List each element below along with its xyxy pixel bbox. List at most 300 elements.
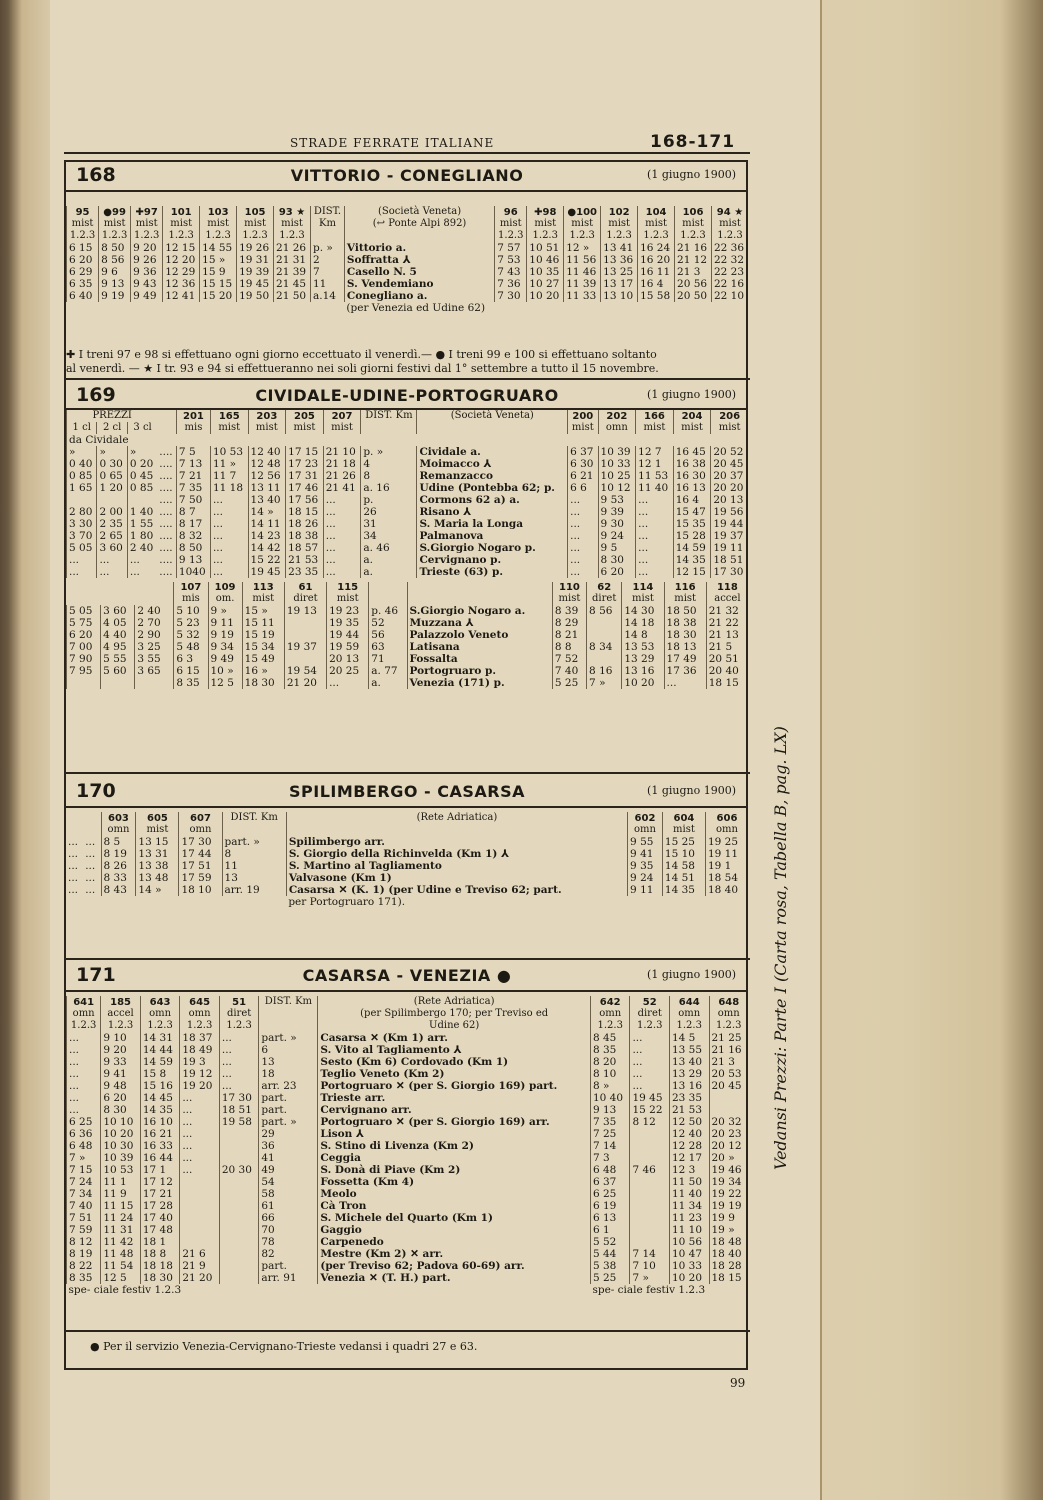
station-name: Cervignano arr. [318, 1104, 591, 1116]
price-cell: 0 45 [127, 470, 157, 482]
time-cell: ... [630, 1056, 670, 1068]
time-cell: 18 30 [140, 1272, 180, 1284]
time-cell: 9 33 [101, 1056, 141, 1068]
table-row [67, 677, 749, 689]
station-name: Valvasone (Km 1) [286, 872, 627, 884]
company-label: (Rete Adriatica) [286, 812, 627, 824]
station-name: Risano ⅄ [417, 506, 568, 518]
time-cell: 14 35 [662, 884, 705, 896]
time-cell: 9 53 [598, 494, 636, 506]
km-cell: 7 [310, 266, 344, 278]
train-number: 101 [163, 206, 200, 218]
time-cell: 11 » [210, 458, 248, 470]
time-cell: 19 37 [711, 530, 748, 542]
time-cell: ... [219, 1068, 259, 1080]
time-cell: 12 5 [208, 677, 242, 689]
train-number: 606 [705, 812, 748, 824]
station-name: Cormons 62 a) a. [417, 494, 568, 506]
rule-168 [64, 378, 750, 380]
table-row [67, 266, 749, 278]
time-cell: 14 35 [140, 1104, 180, 1116]
time-cell [587, 653, 622, 665]
time-cell: 20 45 [711, 458, 748, 470]
time-cell: 15 19 [242, 629, 284, 641]
time-cell: 10 20 [527, 290, 564, 302]
train-number: ●99 [99, 206, 131, 218]
leader: ... [85, 872, 96, 884]
time-cell: 9 55 [628, 836, 663, 848]
time-cell: 19 54 [284, 665, 326, 677]
spacer [259, 1284, 318, 1296]
time-cell: ... [180, 1164, 220, 1176]
time-cell: 12 41 [163, 290, 200, 302]
km-cell: a. [361, 566, 417, 578]
time-cell: 9 39 [598, 506, 636, 518]
time-cell: 7 50 [176, 494, 210, 506]
time-cell: 5 25 [590, 1272, 630, 1284]
table-row [67, 665, 749, 677]
time-cell: ... [67, 1044, 101, 1056]
leader: .... [159, 566, 173, 578]
time-cell: 6 36 [67, 1128, 101, 1140]
time-cell: 18 37 [180, 1032, 220, 1044]
spacer [310, 230, 344, 242]
time-cell: 15 8 [140, 1068, 180, 1080]
train-kind: omn [705, 824, 748, 836]
train-number: 648 [709, 996, 748, 1008]
time-cell: 16 24 [638, 242, 675, 254]
time-cell [284, 653, 326, 665]
company-label: (Rete Adriatica) [318, 996, 591, 1008]
time-cell [630, 1128, 670, 1140]
time-cell: 12 5 [101, 1272, 141, 1284]
time-cell: 18 10 [179, 884, 222, 896]
time-cell: 15 » [242, 605, 284, 617]
train-class: 1.2.3 [200, 230, 237, 242]
train-number: 104 [638, 206, 675, 218]
route-note: (↩ Ponte Alpi 892) [344, 218, 494, 230]
time-cell: 21 25 [709, 1032, 748, 1044]
km-cell: arr. 19 [222, 884, 286, 896]
train-number: 107 [174, 582, 208, 593]
time-cell: 11 23 [669, 1212, 709, 1224]
time-cell: 18 28 [709, 1260, 748, 1272]
time-cell: 17 40 [140, 1212, 180, 1224]
price-cell: 2 00 [97, 506, 127, 518]
time-cell: 10 10 [101, 1116, 141, 1128]
table-row [67, 1056, 749, 1068]
time-cell: 6 30 [568, 458, 598, 470]
price-cell: 5 75 [67, 617, 101, 629]
train-number: 204 [673, 410, 711, 422]
time-cell: 13 15 [136, 836, 179, 848]
time-cell: 21 16 [675, 242, 712, 254]
time-cell: ... [636, 518, 674, 530]
time-cell: 15 47 [673, 506, 711, 518]
time-cell: 7 43 [495, 266, 527, 278]
origin-label: da Cividale [67, 434, 158, 446]
time-cell: 15 35 [673, 518, 711, 530]
train-class: 1.2.3 [711, 230, 748, 242]
time-cell: 12 50 [669, 1116, 709, 1128]
time-cell: 8 5 [101, 836, 136, 848]
time-cell: ... [323, 494, 361, 506]
time-cell: 12 56 [248, 470, 286, 482]
time-cell [630, 1188, 670, 1200]
time-cell: 21 50 [274, 290, 311, 302]
time-cell: 19 26 [237, 242, 274, 254]
time-cell: 20 23 [709, 1128, 748, 1140]
spacer [369, 593, 407, 605]
time-cell: 12 3 [669, 1164, 709, 1176]
time-cell: 20 12 [709, 1140, 748, 1152]
station-name: Fossalta [407, 653, 552, 665]
station-name: (per Treviso 62; Padova 60-69) arr. [318, 1260, 591, 1272]
train-class: 1.2.3 [67, 1020, 101, 1032]
time-cell: 20 45 [709, 1080, 748, 1092]
time-cell: 11 42 [101, 1236, 141, 1248]
time-cell: 18 51 [711, 554, 748, 566]
time-cell: 7 15 [67, 1164, 101, 1176]
leader: .... [159, 554, 173, 566]
time-cell: 19 44 [327, 629, 369, 641]
time-cell: 18 48 [709, 1236, 748, 1248]
train-class: 1.2.3 [131, 230, 163, 242]
time-cell: 19 31 [237, 254, 274, 266]
leader: .... [159, 506, 173, 518]
train-number: 109 [208, 582, 242, 593]
train-number: 643 [140, 996, 180, 1008]
spacer [407, 582, 552, 593]
kind-row [67, 422, 749, 434]
time-cell: 7 21 [176, 470, 210, 482]
time-cell: 7 13 [176, 458, 210, 470]
time-cell: 19 12 [180, 1068, 220, 1080]
time-cell: 11 48 [101, 1248, 141, 1260]
station-name: Venezia (171) p. [407, 677, 552, 689]
km-cell: p. 46 [369, 605, 407, 617]
footnote-168-b: al venerdì. — ★ I tr. 93 e 94 si effettueranno nei soli giorni festivi dal 1° settembre a tutto il 15 novembre. [66, 362, 659, 375]
train-number: 110 [552, 582, 586, 593]
time-cell: 11 9 [101, 1188, 141, 1200]
train-number: 166 [636, 410, 674, 422]
station-name: Casello N. 5 [344, 266, 494, 278]
time-cell: 19 19 [709, 1200, 748, 1212]
train-kind: omn [598, 422, 636, 434]
price-cell: 2 40 [127, 542, 157, 554]
time-cell: 21 20 [284, 677, 326, 689]
time-cell: 10 53 [210, 446, 248, 458]
time-cell: 6 3 [174, 653, 208, 665]
price-cell: 3 55 [135, 653, 169, 665]
time-cell: 13 10 [601, 290, 638, 302]
price-cell: » [67, 446, 97, 458]
time-cell: 17 59 [179, 872, 222, 884]
time-cell: 9 49 [131, 290, 163, 302]
time-cell: 19 46 [709, 1164, 748, 1176]
time-cell: 8 16 [587, 665, 622, 677]
header-row [67, 582, 749, 593]
time-cell: 8 12 [67, 1236, 101, 1248]
header-rule [64, 152, 750, 154]
time-cell [630, 1140, 670, 1152]
time-cell: 11 1 [101, 1176, 141, 1188]
time-cell: 17 44 [179, 848, 222, 860]
price-cell: 7 90 [67, 653, 101, 665]
time-cell: 11 46 [564, 266, 601, 278]
km-cell: 11 [310, 278, 344, 290]
time-cell: 11 18 [210, 482, 248, 494]
time-cell: 7 » [67, 1152, 101, 1164]
train-class: 1.2.3 [140, 1020, 180, 1032]
time-cell: 18 38 [664, 617, 706, 629]
price-cell: 1 65 [67, 482, 97, 494]
time-cell: 17 23 [286, 458, 324, 470]
time-cell: ... [323, 554, 361, 566]
table-row [67, 1140, 749, 1152]
time-cell: 7 51 [67, 1212, 101, 1224]
time-cell: ... [180, 1092, 220, 1104]
time-cell: 19 39 [237, 266, 274, 278]
time-cell: 17 21 [140, 1188, 180, 1200]
time-cell: 14 59 [673, 542, 711, 554]
station-name: Moimacco ⅄ [417, 458, 568, 470]
price-cell [135, 677, 169, 689]
table-row [67, 1080, 749, 1092]
km-label: Km [310, 218, 344, 230]
table-row [67, 1236, 749, 1248]
table-row [66, 872, 748, 884]
time-cell: 10 46 [527, 254, 564, 266]
table-row [67, 653, 749, 665]
train-kind: mist [664, 593, 706, 605]
station-name: S.Giorgio Nogaro a. [407, 605, 552, 617]
table-row [66, 884, 748, 896]
time-cell: ... [210, 542, 248, 554]
train-kind: mist [67, 218, 99, 230]
time-cell: 10 20 [669, 1272, 709, 1284]
km-cell: p. » [361, 446, 417, 458]
time-cell: 6 20 [101, 1092, 141, 1104]
time-cell: ... [664, 677, 706, 689]
train-kind: mist [237, 218, 274, 230]
station-name: Palmanova [417, 530, 568, 542]
station-name: Venezia ✕ (T. H.) part. [318, 1272, 591, 1284]
time-cell: 18 8 [140, 1248, 180, 1260]
time-cell: 9 26 [131, 254, 163, 266]
time-cell: 19 34 [709, 1176, 748, 1188]
km-cell: p. » [310, 242, 344, 254]
time-cell: 8 32 [176, 530, 210, 542]
time-cell: 6 29 [67, 266, 99, 278]
train-kind: mist [675, 218, 712, 230]
time-cell: 13 36 [601, 254, 638, 266]
station-name: Portogruaro ✕ (per S. Giorgio 169) part. [318, 1080, 591, 1092]
time-cell: 21 5 [706, 641, 748, 653]
time-cell: 10 25 [598, 470, 636, 482]
time-cell: 18 51 [219, 1104, 259, 1116]
time-cell: ... [323, 566, 361, 578]
time-cell [180, 1188, 220, 1200]
price-cell: ... [97, 554, 127, 566]
time-cell: 13 16 [622, 665, 664, 677]
train-number: 96 [495, 206, 527, 218]
spacer [318, 1284, 591, 1296]
time-cell: 12 17 [669, 1152, 709, 1164]
spacer [66, 812, 101, 824]
time-cell: 8 19 [101, 848, 136, 860]
time-cell [219, 1224, 259, 1236]
time-cell: 19 1 [705, 860, 748, 872]
time-cell: 12 » [564, 242, 601, 254]
price-cell: 5 05 [67, 605, 101, 617]
leader: ... [68, 872, 79, 884]
time-cell: 19 45 [630, 1092, 670, 1104]
train-number: 116 [664, 582, 706, 593]
train-number: 115 [327, 582, 369, 593]
table-row [67, 1200, 749, 1212]
time-cell: 14 45 [140, 1092, 180, 1104]
spacer [417, 422, 568, 434]
spacer [369, 582, 407, 593]
time-cell: 21 13 [706, 629, 748, 641]
time-cell: 7 52 [552, 653, 586, 665]
time-cell: 9 43 [131, 278, 163, 290]
spacer [66, 896, 286, 908]
time-cell: 22 23 [711, 266, 748, 278]
time-cell: 18 40 [709, 1248, 748, 1260]
time-cell: 11 15 [101, 1200, 141, 1212]
train-number: 51 [219, 996, 259, 1008]
section-date: (1 giugno 1900) [647, 388, 736, 401]
time-cell: 16 13 [673, 482, 711, 494]
time-cell: 5 10 [174, 605, 208, 617]
time-cell: 18 54 [705, 872, 748, 884]
time-cell: 19 56 [711, 506, 748, 518]
time-cell: 16 4 [638, 278, 675, 290]
station-name: Udine (Pontebba 62; p. [417, 482, 568, 494]
time-cell: 12 28 [669, 1140, 709, 1152]
time-cell [219, 1212, 259, 1224]
price-cell: 3 70 [67, 530, 97, 542]
time-cell: ... [180, 1104, 220, 1116]
section-header [66, 962, 748, 992]
time-cell: 19 59 [327, 641, 369, 653]
table-row [67, 506, 749, 518]
footnote-168-a: ✚ I treni 97 e 98 si effettuano ogni giorno eccettuato il venerdì.— ● I treni 99 e 100 si effettuano soltanto [66, 348, 657, 361]
time-cell: 15 16 [140, 1080, 180, 1092]
spacer [66, 824, 101, 836]
time-cell: 13 31 [136, 848, 179, 860]
section-title: VITTORIO - CONEGLIANO [290, 166, 524, 185]
class-row [67, 230, 749, 242]
train-kind: omn [180, 1008, 220, 1020]
price-cell: ... [127, 554, 157, 566]
time-cell: 21 45 [274, 278, 311, 290]
note-row [67, 1284, 749, 1296]
km-cell: 56 [369, 629, 407, 641]
station-name: Casarsa ✕ (Km 1) arr. [318, 1032, 591, 1044]
time-cell: 7 24 [67, 1176, 101, 1188]
train-class: 1.2.3 [564, 230, 601, 242]
time-cell: 9 13 [99, 278, 131, 290]
time-cell: ... [67, 1056, 101, 1068]
time-cell: 15 » [200, 254, 237, 266]
time-cell: 21 9 [180, 1260, 220, 1272]
time-cell: 6 40 [67, 290, 99, 302]
time-cell: ... [323, 530, 361, 542]
time-cell: 9 34 [208, 641, 242, 653]
time-cell: 7 25 [590, 1128, 630, 1140]
km-cell: 70 [259, 1224, 318, 1236]
time-cell: 12 36 [163, 278, 200, 290]
station-name: S. Donà di Piave (Km 2) [318, 1164, 591, 1176]
table-row [67, 290, 749, 302]
time-cell: 11 10 [669, 1224, 709, 1236]
time-cell: 19 45 [237, 278, 274, 290]
train-number: 52 [630, 996, 670, 1008]
price-cell: 3 30 [67, 518, 97, 530]
station-name: S. Maria la Longa [417, 518, 568, 530]
time-cell: ... [180, 1152, 220, 1164]
station-name: Latisana [407, 641, 552, 653]
train-kind: mist [327, 593, 369, 605]
running-title: STRADE FERRATE ITALIANE [290, 136, 495, 150]
company-label: (Società Veneta) [417, 410, 568, 422]
section-title: SPILIMBERGO - CASARSA [289, 782, 525, 801]
km-cell: 6 [259, 1044, 318, 1056]
time-cell: 6 35 [67, 278, 99, 290]
table-row [67, 518, 749, 530]
train-number: 200 [568, 410, 598, 422]
train-class: 1.2.3 [709, 1020, 748, 1032]
price-cell: 2 70 [135, 617, 169, 629]
time-cell: 9 20 [131, 242, 163, 254]
km-cell: part. » [259, 1116, 318, 1128]
table-row [67, 446, 749, 458]
time-cell: ... [630, 1080, 670, 1092]
price-cell: 6 20 [67, 629, 101, 641]
train-number: 607 [179, 812, 222, 824]
table-row [67, 566, 749, 578]
leader: .... [159, 482, 173, 494]
train-number: 113 [242, 582, 284, 593]
prices-label: PREZZI [67, 410, 158, 422]
train-number: 205 [286, 410, 324, 422]
time-cell: 11 39 [564, 278, 601, 290]
time-cell: 7 35 [590, 1116, 630, 1128]
time-cell: 17 30 [219, 1092, 259, 1104]
train-kind: diret [630, 1008, 670, 1020]
time-cell: 12 15 [673, 566, 711, 578]
table-row [67, 254, 749, 266]
price-cell: 1 40 [127, 506, 157, 518]
km-cell: 8 [222, 848, 286, 860]
time-cell: 19 37 [284, 641, 326, 653]
station-name: Conegliano a. [344, 290, 494, 302]
time-cell: 7 59 [67, 1224, 101, 1236]
km-cell: 4 [361, 458, 417, 470]
time-cell: 11 40 [636, 482, 674, 494]
time-cell: 19 13 [284, 605, 326, 617]
price-cell: 0 20 [127, 458, 157, 470]
train-kind: mist [200, 218, 237, 230]
km-cell: 78 [259, 1236, 318, 1248]
time-cell: 6 25 [67, 1116, 101, 1128]
station-name: Fossetta (Km 4) [318, 1176, 591, 1188]
train-kind: mist [711, 422, 748, 434]
time-cell: 10 30 [101, 1140, 141, 1152]
